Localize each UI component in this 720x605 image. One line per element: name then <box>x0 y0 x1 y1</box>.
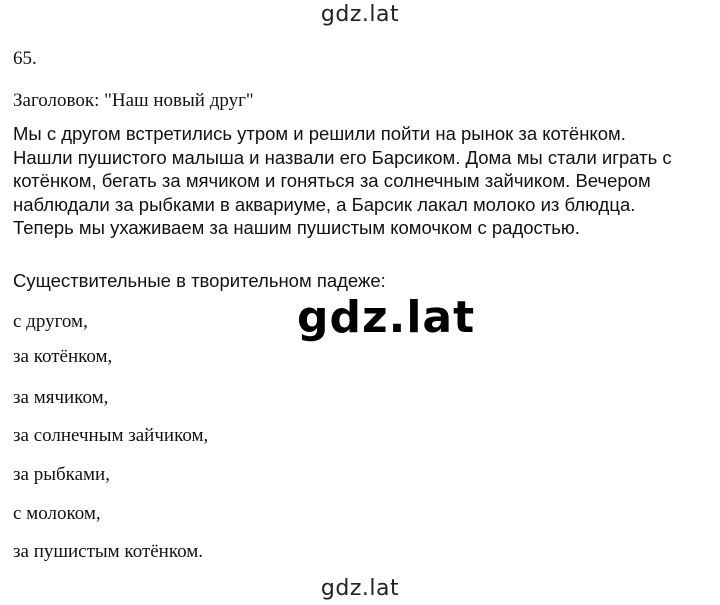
paragraph-line: Теперь мы ухаживаем за нашим пушистым комочком с радостью. <box>13 217 580 238</box>
paragraph-line: котёнком, бегать за мячиком и гоняться за солнечным зайчиком. Вечером <box>13 170 651 191</box>
noun-item: за мячиком, <box>13 387 109 408</box>
nouns-heading: Существительные в творительном падеже: <box>13 270 386 291</box>
exercise-number: 65. <box>13 48 37 69</box>
noun-item: за рыбками, <box>13 464 110 485</box>
watermark-center: gdz.lat <box>297 292 476 343</box>
title-line: Заголовок: "Наш новый друг" <box>13 90 254 111</box>
watermark-top: gdz.lat <box>320 2 400 27</box>
noun-item: за солнечным зайчиком, <box>13 425 209 446</box>
noun-item: с молоком, <box>13 503 101 524</box>
noun-item: за пушистым котёнком. <box>13 541 204 562</box>
story-paragraph <box>13 122 713 240</box>
noun-item: за котёнком, <box>13 346 113 367</box>
paragraph-line: Нашли пушистого малыша и назвали его Барсиком. Дома мы стали играть с <box>13 146 672 168</box>
watermark-bottom: gdz.lat <box>320 576 400 601</box>
paragraph-line: наблюдали за рыбками в аквариуме, а Барсик лакал молоко из блюдца. <box>13 193 636 215</box>
noun-item: с другом, <box>13 311 88 332</box>
paragraph-line: Мы с другом встретились утром и решили пойти на рынок за котёнком. <box>13 123 626 144</box>
